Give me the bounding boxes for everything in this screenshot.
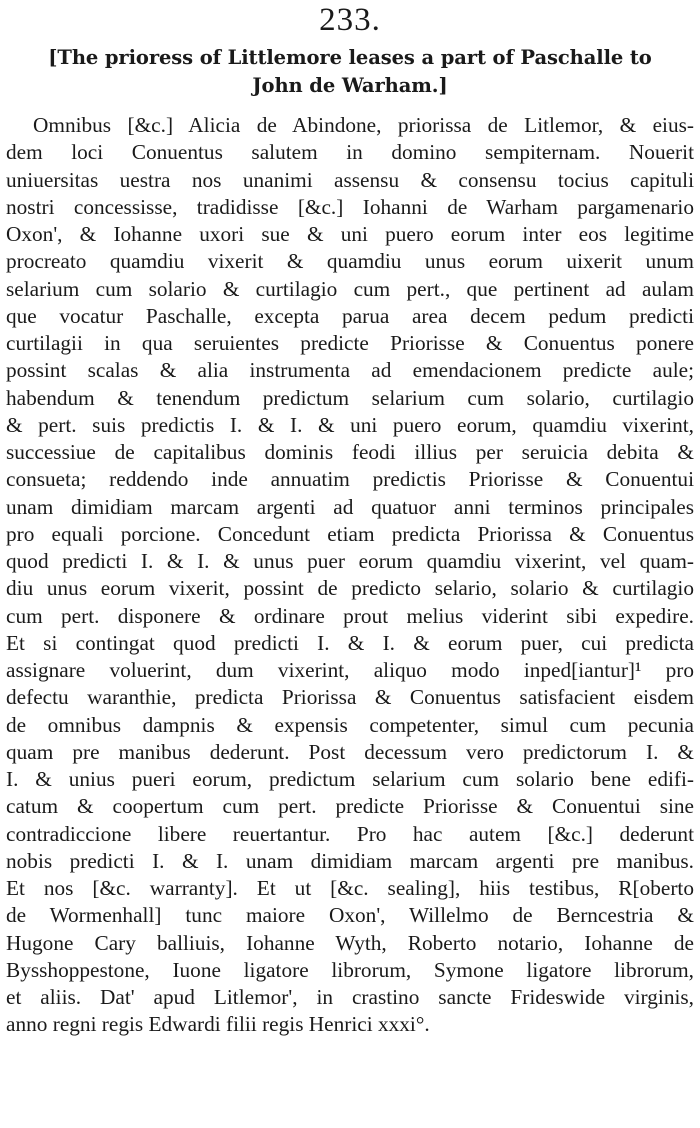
body-line: habendum & tenendum predictum selarium cum solario, curtilagio bbox=[6, 385, 694, 410]
body-line: unam dimidiam marcam argenti ad quatuor anni terminos principales bbox=[6, 494, 694, 519]
body-line: consueta; reddendo inde annuatim predictis Priorisse & Conuentui bbox=[6, 467, 694, 492]
body-line: anno regni regis Edwardi filii regis Henrici xxxi°. bbox=[6, 1012, 430, 1037]
body-line: Hugone Cary balliuis, Iohanne Wyth, Roberto notario, Iohanne de bbox=[6, 930, 694, 955]
body-line: contradiccione libere reuertantur. Pro hac autem [&c.] dederunt bbox=[6, 821, 694, 846]
body-line: diu unus eorum vixerit, possint de predicto selario, solario & curtilagio bbox=[6, 576, 694, 601]
body-line: & pert. suis predictis I. & I. & uni puero eorum, quamdiu vixerint, bbox=[6, 412, 694, 437]
body-line: catum & coopertum cum pert. predicte Priorisse & Conuentui sine bbox=[6, 794, 694, 819]
body-line: Et nos [&c. warranty]. Et ut [&c. sealing], hiis testibus, R[oberto bbox=[6, 876, 694, 900]
body-line: nobis predicti I. & I. unam dimidiam marcam argenti pre manibus. bbox=[6, 848, 694, 873]
body-line: de Wormenhall] tunc maiore Oxon', Willelmo de Berncestria & bbox=[6, 903, 694, 928]
body-line: I. & unius pueri eorum, predictum selarium cum solario bene edifi- bbox=[6, 767, 694, 791]
body-line: assignare voluerint, dum vixerint, aliquo modo inped[iantur]¹ pro bbox=[6, 658, 694, 682]
document-body bbox=[6, 112, 694, 1039]
document-number: 233. bbox=[319, 2, 381, 38]
heading-line: John de Warham.] bbox=[252, 74, 448, 97]
body-line: Omnibus [&c.] Alicia de Abindone, priorissa de Litlemor, & eius- bbox=[33, 113, 694, 137]
body-line: dem loci Conuentus salutem in domino sempiternam. Nouerit bbox=[6, 140, 694, 165]
body-line: possint scalas & alia instrumenta ad emendacionem predicte aule; bbox=[6, 358, 694, 383]
body-line: Bysshoppestone, Iuone ligatore librorum, Symone ligatore librorum, bbox=[6, 957, 694, 982]
body-line: quam pre manibus dederunt. Post decessum vero predictorum I. & bbox=[6, 739, 694, 764]
body-line: selarium cum solario & curtilagio cum pert., que pertinent ad aulam bbox=[6, 276, 694, 301]
body-line: que vocatur Paschalle, excepta parua area decem pedum predicti bbox=[6, 303, 694, 328]
body-line: successiue de capitalibus dominis feodi illius per seruicia debita & bbox=[6, 440, 694, 464]
body-line: procreato quamdiu vixerit & quamdiu unus eorum uixerit unum bbox=[6, 249, 694, 274]
body-line: Oxon', & Iohanne uxori sue & uni puero eorum inter eos legitime bbox=[6, 222, 694, 246]
body-line: de omnibus dampnis & expensis competenter, simul cum pecunia bbox=[6, 712, 694, 737]
body-line: nostri concessisse, tradidisse [&c.] Iohanni de Warham pargamenario bbox=[6, 194, 694, 219]
document-heading bbox=[0, 44, 700, 100]
body-line: Et si contingat quod predicti I. & I. & eorum puer, cui predicta bbox=[6, 630, 694, 655]
body-line: curtilagii in qua seruientes predicte Priorisse & Conuentus ponere bbox=[6, 331, 694, 355]
body-line: et aliis. Dat' apud Litlemor', in crastino sancte Frideswide virginis, bbox=[6, 985, 694, 1009]
body-line: pro equali porcione. Concedunt etiam predicta Priorissa & Conuentus bbox=[6, 521, 694, 546]
body-line: defectu waranthie, predicta Priorissa & Conuentus satisfacient eisdem bbox=[6, 685, 694, 710]
heading-line: [The prioress of Littlemore leases a part of Paschalle to bbox=[48, 46, 652, 69]
body-line: cum pert. disponere & ordinare prout melius viderint sibi expedire. bbox=[6, 603, 694, 628]
body-line: uniuersitas uestra nos unanimi assensu & consensu tocius capituli bbox=[6, 167, 694, 192]
body-line: quod predicti I. & I. & unus puer eorum quamdiu vixerint, vel quam- bbox=[6, 549, 694, 573]
